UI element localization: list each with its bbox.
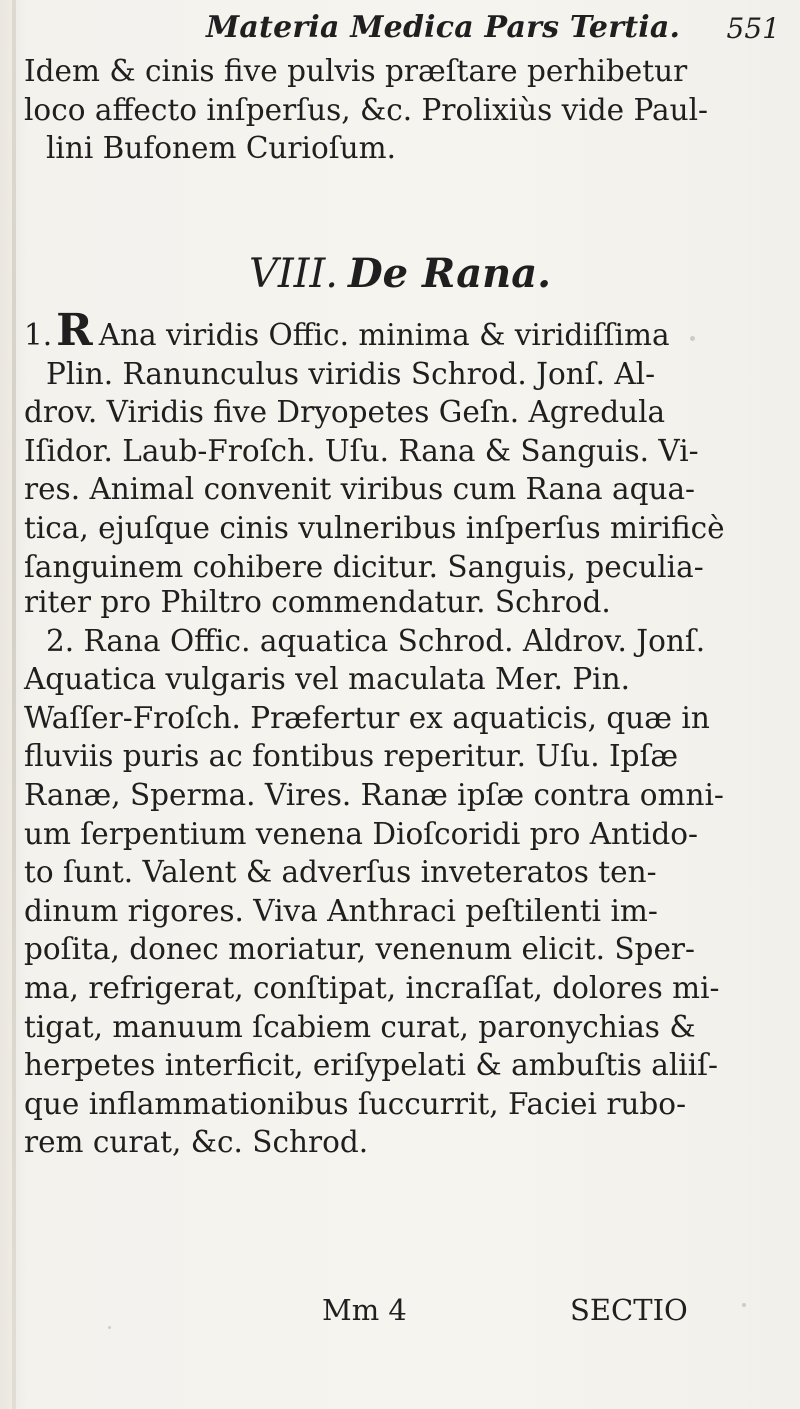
text-line: drov. Viridis five Dryopetes Geſn. Agredula (24, 395, 666, 430)
text-line: um ſerpentium venena Dioſcoridi pro Antido- (24, 816, 698, 851)
text-line: 2. Rana Offic. aquatica Schrod. Aldrov. Jonſ. (46, 623, 706, 658)
entry-rana-aquatica (24, 583, 790, 1162)
text-line: rem curat, &c. Schrod. (24, 1125, 369, 1160)
entry-number: 1. (24, 318, 53, 352)
catchword: SECTIO (570, 1293, 688, 1327)
text-line: tigat, manuum ſcabiem curat, paronychias & (24, 1009, 696, 1044)
text-line: Plin. Ranunculus viridis Schrod. Jonſ. Al- (46, 356, 656, 391)
text-line: que inflammationibus ſuccurrit, Faciei rubo- (24, 1086, 687, 1121)
text-line: to ſunt. Valent & adverſus inveteratos ten- (24, 855, 657, 890)
section-heading (0, 250, 800, 297)
text-line: Waſſer-Froſch. Præfertur ex aquaticis, quæ in (24, 700, 710, 735)
entry-rana-viridis (24, 305, 790, 586)
text-line: res. Animal convenit viribus cum Rana aqua- (24, 472, 696, 507)
section-title: De Rana. (347, 250, 552, 297)
signature-mark: Mm 4 (322, 1293, 407, 1327)
text-line: tica, ejuſque cinis vulneribus inſperſus mirificè (24, 510, 725, 545)
text-line: loco affecto inſperſus, &c. Prolixiùs vide Paul- (24, 92, 709, 127)
page-number: 551 (726, 12, 780, 45)
page-footer (0, 1293, 800, 1343)
section-number: VIII. (248, 251, 338, 297)
paragraph-continued (24, 52, 790, 168)
text-line: ſanguinem cohibere dicitur. Sanguis, peculia- (24, 549, 704, 584)
text-line: ma, refrigerat, conſtipat, incraſſat, dolores mi- (24, 970, 720, 1005)
running-head: Materia Medica Pars Tertia. (206, 10, 681, 45)
drop-cap: R (56, 305, 93, 356)
text-line: dinum rigores. Viva Anthraci peſtilenti im- (24, 893, 658, 928)
page-header (0, 10, 800, 50)
text-line: Ana viridis Offic. minima & viridiſſima (98, 318, 670, 352)
text-line: fluviis puris ac fontibus reperitur. Uſu. Ipſæ (24, 739, 679, 774)
text-line: herpetes interficit, eriſypelati & ambuſtis aliiſ- (24, 1048, 719, 1083)
text-line: riter pro Philtro commendatur. Schrod. (24, 585, 611, 619)
text-line: Aquatica vulgaris vel maculata Mer. Pin. (24, 662, 630, 697)
text-line: Iſidor. Laub-Froſch. Uſu. Rana & Sanguis. Vi- (24, 433, 699, 468)
text-line: Idem & cinis five pulvis præſtare perhibetur (24, 54, 688, 88)
text-line: Ranæ, Sperma. Vires. Ranæ ipſæ contra omni- (24, 777, 724, 812)
text-line: lini Bufonem Curioſum. (46, 131, 396, 166)
text-line: poſita, donec moriatur, venenum elicit. Sper- (24, 932, 695, 967)
binding-gutter (12, 0, 16, 1409)
